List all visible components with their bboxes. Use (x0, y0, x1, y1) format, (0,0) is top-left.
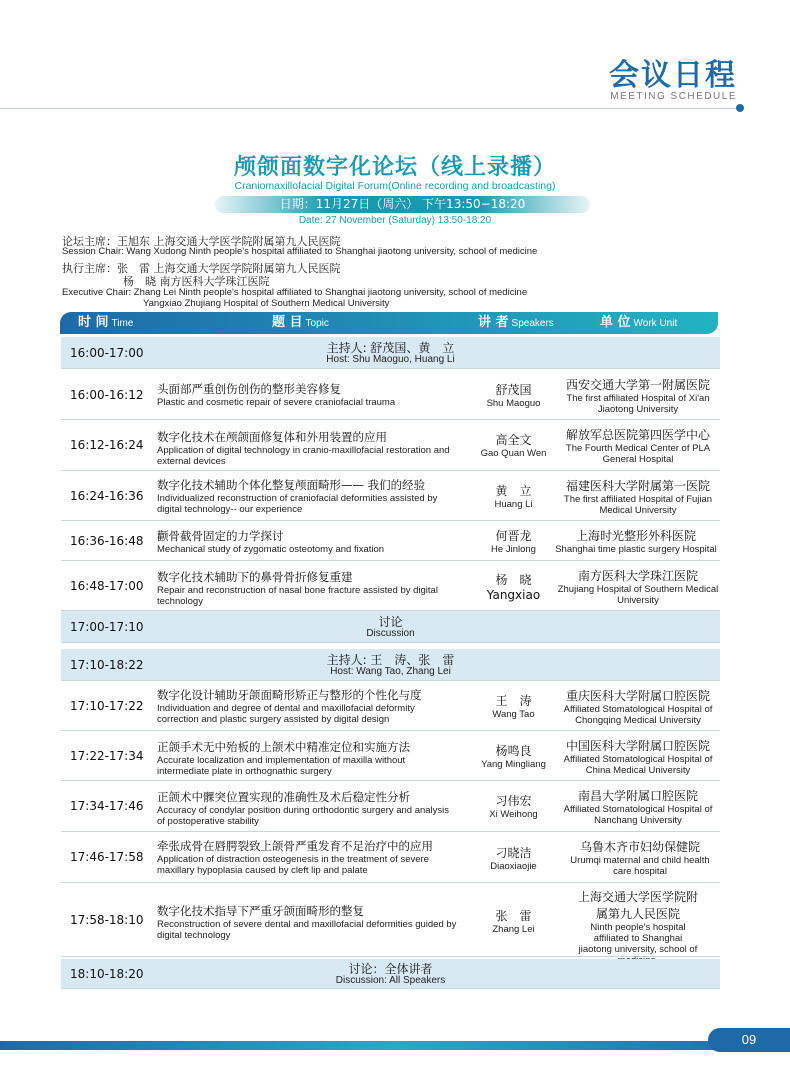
work-unit (566, 838, 714, 877)
speaker-zh: 张 雷 (495, 909, 532, 923)
session-chair-zh: 论坛主席：王旭东 上海交通大学医学院附属第九人民医院 (62, 235, 341, 248)
unit-zh: 乌鲁木齐市妇幼保健院 (579, 840, 700, 854)
topic-en: Plastic and cosmetic repair of severe craniofacial trauma (157, 397, 396, 408)
speaker-zh: 刁晓洁 (495, 846, 532, 860)
th-speaker (478, 312, 554, 334)
topic-zh: 正颌术中髁突位置实现的准确性及术后稳定性分析 (157, 790, 410, 804)
speaker-en: Diaoxiaojie (490, 861, 537, 872)
unit-zh: 中国医科大学附属口腔医院 (565, 739, 710, 753)
row-time: 16:36-16:48 (70, 534, 144, 548)
discussion-row (61, 611, 720, 643)
speaker-en: Yangxiao (486, 588, 541, 602)
row-time: 16:48-17:00 (70, 579, 144, 593)
table-row (61, 521, 720, 561)
unit-en: Affiliated Stomatological Hospital of China Medical University (563, 754, 713, 776)
speaker (471, 742, 556, 770)
work-unit (578, 888, 698, 966)
forum-title-en: Craniomaxillofacial Digital Forum(Online recording and broadcasting) (234, 180, 556, 192)
speaker-zh: 习伟宏 (495, 794, 532, 808)
th-speaker-en: Speakers (511, 318, 554, 329)
speaker-en: Zhang Lei (492, 924, 535, 935)
page-number: 09 (708, 1028, 790, 1052)
speaker-en: Yang Mingliang (481, 759, 546, 770)
topic-zh: 数字化技术辅助个体化整复颅面畸形—— 我们的经验 (157, 478, 426, 492)
row-time: 17:10-17:22 (70, 699, 144, 713)
row-time: 17:34-17:46 (70, 799, 144, 813)
topic-zh: 头面部严重创伤创伤的整形美容修复 (157, 382, 341, 396)
speaker-zh: 高全文 (495, 433, 532, 447)
topic (157, 789, 457, 827)
discussion-label: 讨论 (378, 615, 403, 629)
host-label-en: Host: Wang Tao, Zhang Lei (330, 666, 451, 677)
row-time: 16:12-16:24 (70, 438, 144, 452)
topic-en: Accurate localization and implementation of maxilla without intermediate plate in orthognathic surgery (157, 755, 406, 777)
topic-en: Mechanical study of zygomatic osteotomy and fixation (157, 544, 385, 555)
speaker-zh: 王 涛 (495, 694, 532, 708)
unit-en: Affiliated Stomatological Hospital of Nanchang University (563, 804, 713, 826)
unit-en: The Fourth Medical Center of PLA General Hospital (565, 443, 711, 465)
unit-zh: 南昌大学附属口腔医院 (577, 789, 698, 803)
th-unit-en: Work Unit (633, 318, 678, 329)
topic-zh: 正颌手术无中殆板的上颌术中精准定位和实施方法 (157, 740, 410, 754)
session-row (61, 649, 720, 681)
unit-zh: 重庆医科大学附属口腔医院 (565, 689, 710, 703)
speaker (471, 792, 556, 820)
speaker-en: Xi Weihong (489, 809, 538, 820)
topic (157, 838, 457, 876)
host-label-en: Host: Shu Maoguo, Huang Li (326, 354, 455, 365)
forum-title: 颅颌面数字化论坛（线上录播） (233, 155, 556, 180)
speaker-zh: 舒茂国 (495, 383, 532, 397)
topic (157, 528, 457, 555)
session-chair-en: Session Chair: Wang Xudong Ninth people's hospital affiliated to Shanghai jiaotong university, school of medicine (62, 246, 538, 257)
speaker-zh: 杨鸣良 (495, 744, 532, 758)
unit-zh: 上海交通大学医学院附属第九人民医院 (578, 890, 699, 921)
row-time: 16:00-16:12 (70, 388, 144, 402)
work-unit (556, 567, 720, 606)
host-label: 主持人: 王 涛、张 雷 (326, 653, 455, 667)
unit-zh: 上海时光整形外科医院 (575, 529, 696, 543)
speaker-en: Wang Tao (492, 709, 535, 720)
date-en: Date: 27 November (Saturday) 13:50-18:20 (298, 215, 492, 226)
unit-en: Zhujiang Hospital of Southern Medical University (557, 584, 719, 606)
page-subheading: MEETING SCHEDULE (610, 91, 737, 102)
speaker (471, 527, 556, 555)
topic (157, 477, 457, 515)
topic-zh: 数字化技术指导下严重牙颌面畸形的整复 (157, 904, 364, 918)
table-row (61, 681, 720, 731)
topic (157, 429, 457, 467)
topic (157, 739, 457, 777)
topic (157, 381, 457, 408)
unit-en: Urumqi maternal and child health care hospital (570, 855, 710, 877)
row-time: 18:10-18:20 (70, 967, 144, 981)
topic-zh: 数字化技术辅助下的鼻骨骨折修复重建 (157, 570, 353, 584)
topic-en: Application of distraction osteogenesis in the treatment of severe maxillary hypoplasia caused by cleft lip and palate (157, 854, 429, 876)
th-unit-zh: 单 位 (600, 315, 631, 330)
table-row (61, 832, 720, 883)
table-row (61, 561, 720, 611)
unit-zh: 西安交通大学第一附属医院 (565, 378, 710, 392)
exec-chair-zh-2: 杨 晓 南方医科大学珠江医院 (123, 275, 270, 288)
th-topic-en: Topic (305, 318, 329, 329)
footer-band (0, 1041, 790, 1050)
th-topic (272, 312, 329, 334)
exec-chair-en-1: Executive Chair: Zhang Lei Ninth people's hospital affiliated to Shanghai jiaotong university, school of medicine (62, 287, 528, 298)
topic-en: Reconstruction of severe dental and maxillofacial deformities guided by digital technology (157, 919, 457, 941)
work-unit (552, 787, 724, 826)
work-unit (552, 737, 724, 776)
table-row (61, 420, 720, 471)
exec-chair-en-2: Yangxiao Zhujiang Hospital of Southern Medical University (143, 298, 390, 309)
table-row (61, 731, 720, 781)
topic-zh: 数字化设计辅助牙颌面畸形矫正与整形的个性化与度 (157, 688, 422, 702)
discussion-row (61, 959, 720, 989)
unit-en: Affiliated Stomatological Hospital of Chongqing Medical University (563, 704, 713, 726)
row-time: 17:22-17:34 (70, 749, 144, 763)
table-row (61, 370, 720, 420)
discussion-label-en: Discussion (366, 628, 415, 639)
topic-en: Repair and reconstruction of nasal bone fracture assisted by digital technology (157, 585, 438, 607)
topic (157, 903, 457, 941)
speaker (471, 692, 556, 720)
speaker (471, 482, 556, 510)
unit-en: The first affiliated Hospital of Xi'an Jiaotong University (566, 393, 710, 415)
topic-zh: 数字化技术在颅颌面修复体和外用装置的应用 (157, 430, 387, 444)
header-divider (0, 108, 737, 109)
exec-chair-zh-1: 执行主席：张 雷 上海交通大学医学院附属第九人民医院 (62, 262, 341, 275)
topic-en: Individuation and degree of dental and maxillofacial deformity correction and plastic surgery assisted by digital design (157, 703, 415, 725)
speaker-en: Huang Li (494, 499, 533, 510)
work-unit (556, 477, 720, 516)
speaker (471, 431, 556, 459)
discussion-label: 讨论：全体讲者 (348, 962, 433, 976)
topic-en: Accuracy of condylar position during orthodontic surgery and analysis of postoperative stability (157, 805, 450, 827)
row-time: 16:24-16:36 (70, 489, 144, 503)
topic (157, 569, 457, 607)
th-time (78, 312, 133, 334)
date-bar: 日期：11月27日（周六） 下午13:50−18:20 (215, 196, 590, 213)
topic-en: Individualized reconstruction of craniofacial deformities assisted by digital technology-- our experience (157, 493, 438, 515)
unit-en: Ninth people's hospital affiliated to Shanghai jiaotong university, school of (578, 922, 698, 955)
unit-zh: 解放军总医院第四医学中心 (565, 428, 710, 442)
table-row (61, 781, 720, 832)
table-row (61, 471, 720, 521)
work-unit (556, 376, 720, 415)
work-unit (548, 527, 724, 555)
unit-zh: 福建医科大学附属第一医院 (565, 479, 710, 493)
speaker-zh: 何晋龙 (495, 529, 532, 543)
table-row (61, 883, 720, 957)
topic-zh: 牵张成骨在唇腭裂致上颌骨严重发育不足治疗中的应用 (157, 839, 433, 853)
th-topic-zh: 题 目 (272, 315, 303, 330)
topic-en: Application of digital technology in cranio-maxillofacial restoration and external devices (157, 445, 450, 467)
speaker (471, 571, 556, 602)
speaker-zh: 杨 晓 (495, 573, 532, 587)
work-unit (556, 426, 720, 465)
th-time-en: Time (111, 318, 134, 329)
th-speaker-zh: 讲 者 (478, 315, 509, 330)
speaker (471, 907, 556, 935)
th-unit (600, 312, 677, 334)
discussion-label-en: Discussion: All Speakers (335, 975, 446, 986)
speaker (471, 381, 556, 409)
speaker-en: He Jinlong (491, 544, 536, 555)
row-time: 16:00-17:00 (70, 346, 144, 360)
topic (157, 687, 457, 725)
speaker-zh: 黄 立 (495, 484, 532, 498)
row-time: 17:46-17:58 (70, 850, 144, 864)
speaker (471, 844, 556, 872)
speaker-en: Shu Maoguo (486, 398, 541, 409)
th-time-zh: 时 间 (78, 315, 109, 330)
unit-en: The first affiliated Hospital of Fujian Medical University (563, 494, 713, 516)
row-time: 17:10-18:22 (70, 658, 144, 672)
table-header (60, 312, 718, 334)
unit-zh: 南方医科大学珠江医院 (577, 569, 698, 583)
host-label: 主持人: 舒茂国、黄 立 (326, 341, 455, 355)
header-dot (736, 104, 744, 112)
row-time: 17:00-17:10 (70, 620, 144, 634)
row-time: 17:58-18:10 (70, 913, 144, 927)
session-row (61, 337, 720, 369)
speaker-en: Gao Quan Wen (480, 448, 547, 459)
topic-zh: 颧骨截骨固定的力学探讨 (157, 529, 284, 543)
page-heading: 会议日程 (609, 58, 737, 93)
work-unit (552, 687, 724, 726)
unit-en: Shanghai time plastic surgery Hospital (555, 544, 717, 555)
